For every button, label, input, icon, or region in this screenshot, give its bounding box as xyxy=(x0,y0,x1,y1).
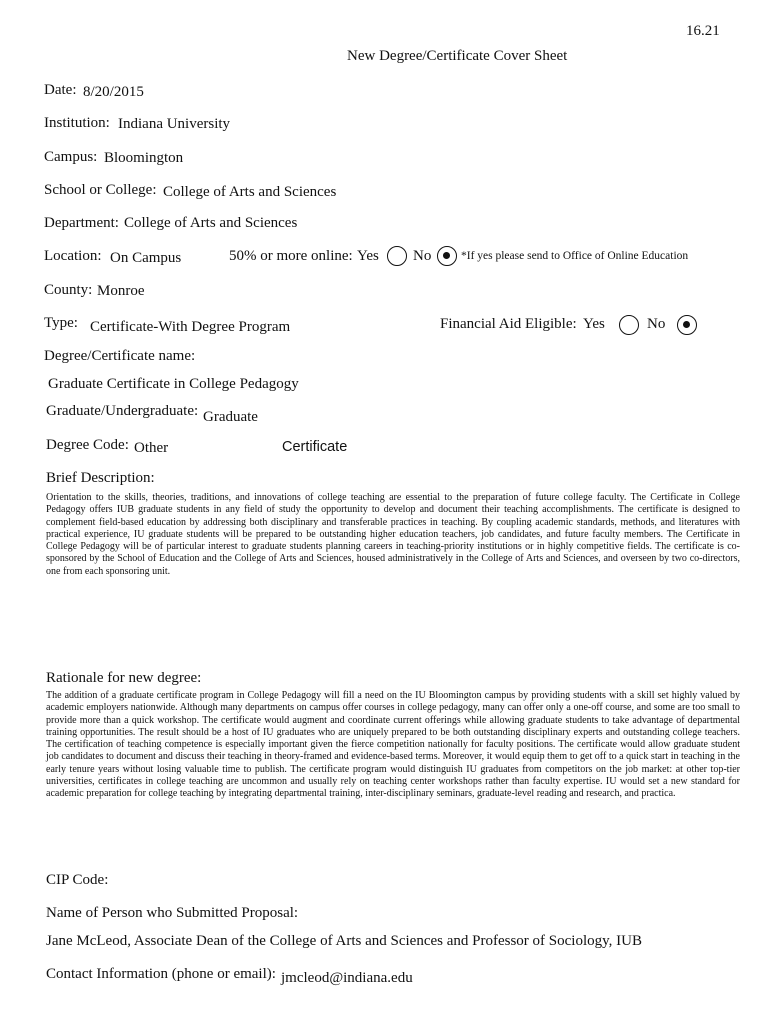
location-label: Location: xyxy=(44,248,102,264)
date-value: 8/20/2015 xyxy=(83,84,144,100)
type-value: Certificate-With Degree Program xyxy=(90,319,291,335)
department-label: Department: xyxy=(44,215,119,231)
county-value: Monroe xyxy=(97,283,145,299)
brief-description-text: Orientation to the skills, theories, traditions, and innovations of college teaching are essential to the preparation of future college faculty. The Certificate in College Pedagogy offers IUB graduate students in any field of study the opportunity to develop and document their teaching accomplishments. The certificate is designed to complement field-based education by addressing both disciplinary and transferable practices in teaching. By coupling academic standards, methods, and literatures with practical experience, IU graduate students will be prepared to be outstanding higher education teachers, job candidates, and future faculty members. The Certificate in College Pedagogy will be of particular interest to graduate students planning careers in teaching-priority institutions or in highly competitive fields. The certificate is co-sponsored by the School of Education and the College of Arts and Sciences, housed administratively in the College of Arts and Sciences, and overseen by two co-directors, one from each sponsoring unit. xyxy=(46,492,740,577)
submitter-label: Name of Person who Submitted Proposal: xyxy=(46,905,299,921)
form-number: 16.21 xyxy=(686,23,720,39)
location-value: On Campus xyxy=(110,250,182,266)
department-value: College of Arts and Sciences xyxy=(124,215,298,231)
date-label: Date: xyxy=(44,82,77,98)
campus-value: Bloomington xyxy=(104,150,184,166)
degree-code-label: Degree Code: xyxy=(46,437,129,453)
financial-aid-yes-radio[interactable] xyxy=(619,315,639,335)
contact-value: jmcleod@indiana.edu xyxy=(281,970,413,986)
brief-description-label: Brief Description: xyxy=(46,470,155,486)
financial-aid-label: Financial Aid Eligible: xyxy=(440,316,577,332)
campus-label: Campus: xyxy=(44,149,98,165)
submitter-value: Jane McLeod, Associate Dean of the College of Arts and Sciences and Professor of Sociology, IUB xyxy=(46,933,642,949)
online-no-radio[interactable] xyxy=(437,246,457,266)
type-label: Type: xyxy=(44,315,78,331)
financial-aid-no-label: No xyxy=(647,316,666,332)
online-yes-radio[interactable] xyxy=(387,246,407,266)
county-label: County: xyxy=(44,282,93,298)
online-yes-label: Yes xyxy=(357,248,379,264)
online-no-selected-dot xyxy=(443,252,450,259)
financial-aid-yes-label: Yes xyxy=(583,316,605,332)
school-value: College of Arts and Sciences xyxy=(163,184,337,200)
financial-aid-no-radio[interactable] xyxy=(677,315,697,335)
degree-name-value: Graduate Certificate in College Pedagogy xyxy=(48,376,299,392)
degree-name-label: Degree/Certificate name: xyxy=(44,348,196,364)
school-label: School or College: xyxy=(44,182,157,198)
contact-label: Contact Information (phone or email): xyxy=(46,966,276,982)
institution-value: Indiana University xyxy=(118,116,231,132)
cip-code-label: CIP Code: xyxy=(46,872,109,888)
level-label: Graduate/Undergraduate: xyxy=(46,403,199,419)
degree-code-value: Other xyxy=(134,440,169,456)
rationale-text: The addition of a graduate certificate program in College Pedagogy will fill a need on the IU Bloomington campus by providing students with a skill set highly valued by academic employers nationwide. Although many departments on campus offer courses in college pedagogy, many can offer only a one-off course, and some are too small to provide more than a quick workshop. The certificate would augment and coordinate current offerings while allowing graduate students to take advantage of departmental training opportunities. The result should be a host of IU graduates who are uniquely prepared to be both outstanding disciplinary experts and outstanding college teachers. The certification of teaching competence is especially important given the fierce competition nationally for faculty positions. The certificate would allow graduate student job candidates to document and discuss their teaching in theory-framed and evidence-based terms. Moreover, it would equip them to get off to a quick start in teaching in the early tenure years without losing valuable time to publish. The certificate program would distinguish IU graduates from competitors on the job market: at other top-tier universities, certificates in college teaching are uncommon and usually rely on teaching center workshops rather than faculty expertise. IU would set a new standard for academic preparation for college teaching by integrating departmental training, inter-disciplinary seminars, graduate-level reading and research, and practica. xyxy=(46,690,740,800)
online-no-label: No xyxy=(413,248,432,264)
financial-aid-no-selected-dot xyxy=(683,321,690,328)
online-note: *If yes please send to Office of Online Education xyxy=(461,250,689,262)
online-label: 50% or more online: xyxy=(229,248,353,264)
rationale-label: Rationale for new degree: xyxy=(46,670,202,686)
degree-code-extra: Certificate xyxy=(282,439,348,455)
level-value: Graduate xyxy=(203,409,258,425)
institution-label: Institution: xyxy=(44,115,110,131)
page-title: New Degree/Certificate Cover Sheet xyxy=(347,48,568,64)
